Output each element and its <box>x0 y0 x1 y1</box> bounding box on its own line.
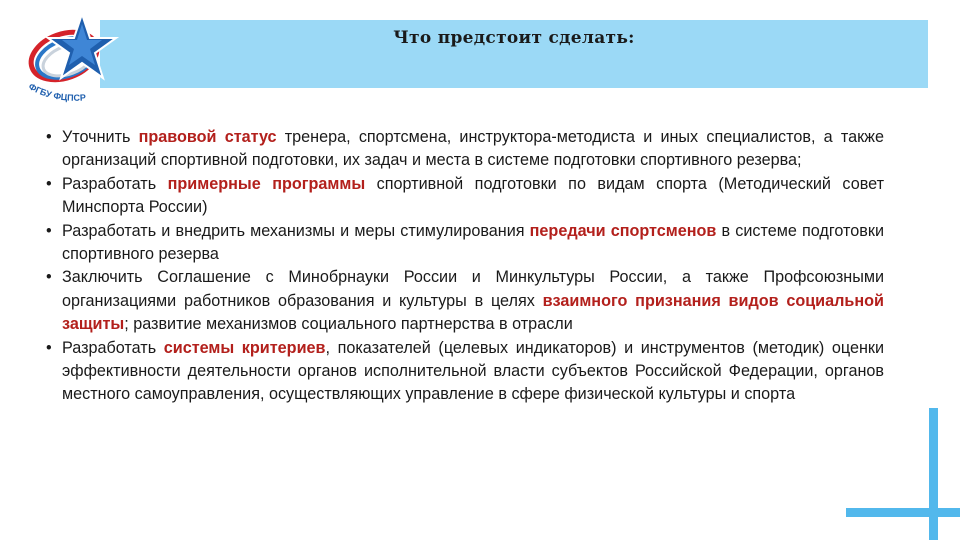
bullet-list <box>46 126 884 407</box>
highlighted-text: примерные программы <box>167 174 366 193</box>
bullet-text: Разработать <box>62 338 164 357</box>
decorative-cross-vertical <box>929 408 938 540</box>
bullet-text: ; развитие механизмов социального партнерства в отрасли <box>124 315 573 334</box>
bullet-text: Уточнить <box>62 128 139 146</box>
highlighted-text: правовой статус <box>138 128 277 146</box>
bullet-text: Заключить Соглашение с Минобрнауки России и Минкультуры России, а также Профсоюзными организациями работников образования и культуры в целях <box>62 268 884 310</box>
highlighted-text: передачи спортсменов <box>529 221 717 240</box>
list-item <box>46 220 884 267</box>
highlighted-text: системы критериев <box>163 338 326 357</box>
list-item <box>46 337 884 407</box>
header-banner <box>100 20 928 88</box>
page-title: Что предстоит сделать: <box>393 28 635 48</box>
list-item <box>46 266 884 336</box>
highlighted-text: взаимного признания видов социальной защиты <box>62 291 884 334</box>
svg-text:ФГБУ ФЦПСР <box>27 81 86 103</box>
bullet-text: Разработать и внедрить механизмы и меры стимулирования <box>62 221 530 240</box>
list-item <box>46 126 884 173</box>
bullet-text: , показателей (целевых индикаторов) и инструментов (методик) оценки эффективности деятельности органов исполнительной власти субъектов Российской Федерации, органов местного самоуправления, осуществляющих управление в сфере физической культуры и спорта <box>62 338 885 404</box>
bullet-text: спортивной подготовки по видам спорта (Методический совет Минспорта России) <box>62 174 884 217</box>
bullet-text: Разработать <box>62 174 168 193</box>
logo-text: ФГБУ ФЦПСР <box>26 81 87 103</box>
bullet-text: тренера, спортсмена, инструктора-методиста и иных специалистов, а также организаций спортивной подготовки, их задач и места в системе подготовки спортивного резерва; <box>62 128 884 170</box>
decorative-cross-horizontal <box>846 508 960 517</box>
bullet-text: в системе подготовки спортивного резерва <box>62 221 884 264</box>
list-item <box>46 173 884 220</box>
star-swirl-logo-icon <box>22 10 132 105</box>
